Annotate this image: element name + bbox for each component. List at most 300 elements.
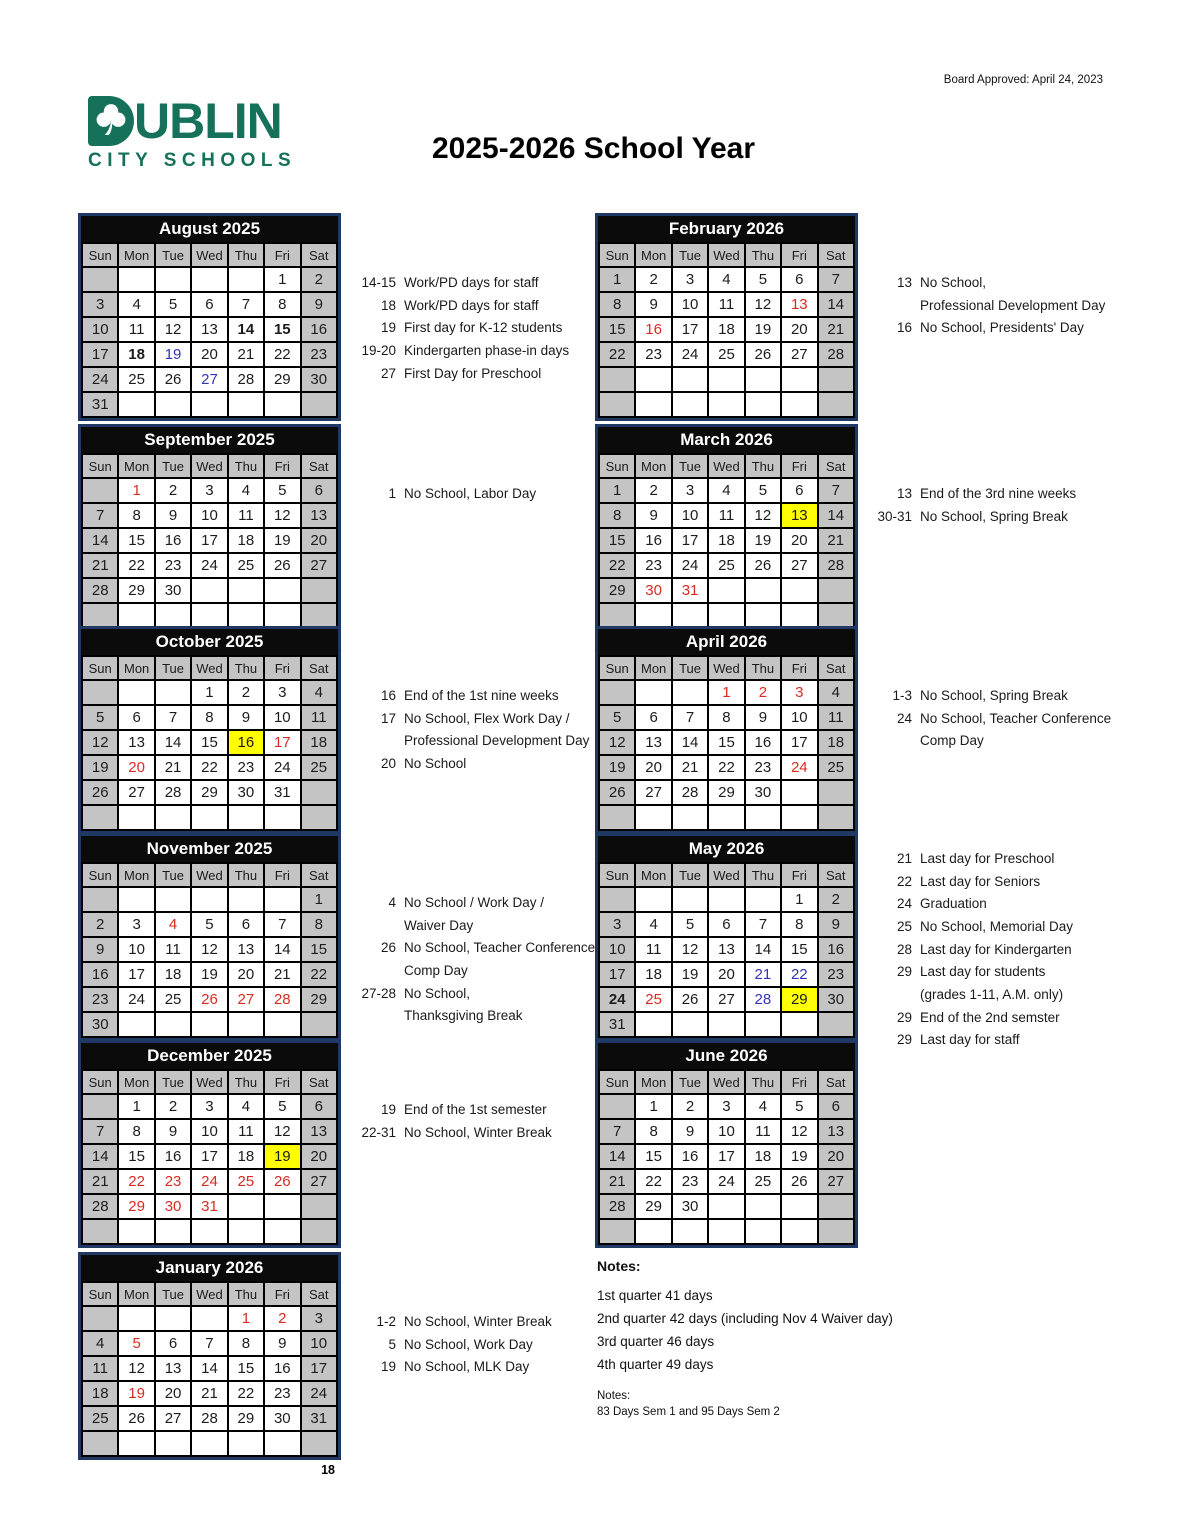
month-grid	[598, 242, 855, 418]
date-cell	[228, 578, 264, 603]
note-date: 28	[896, 941, 912, 957]
day-of-week-header: Thu	[228, 243, 264, 267]
month-calendar	[78, 1252, 341, 1477]
date-cell: 5	[781, 1094, 817, 1119]
date-cell: 25	[708, 342, 744, 367]
date-cell: 9	[672, 1119, 708, 1144]
note-line	[868, 505, 1076, 528]
note-text: No School, MLK Day	[404, 1359, 530, 1375]
date-cell: 29	[599, 578, 635, 603]
logo-name-text: UBLIN	[134, 93, 282, 149]
date-cell: 30	[264, 1406, 300, 1431]
date-cell: 9	[818, 912, 854, 937]
date-cell	[118, 680, 154, 705]
date-cell: 1	[118, 1094, 154, 1119]
school-days-count: 18	[321, 1463, 335, 1477]
month-notes	[352, 1098, 552, 1143]
date-cell: 17	[672, 317, 708, 342]
date-cell: 4	[228, 478, 264, 503]
date-cell: 17	[781, 730, 817, 755]
date-cell: 14	[191, 1356, 227, 1381]
day-of-week-header: Tue	[155, 1282, 191, 1306]
date-cell	[818, 1219, 854, 1244]
quarter-notes-lines	[597, 1284, 893, 1376]
day-of-week-header: Fri	[264, 656, 300, 680]
date-cell	[82, 1094, 118, 1119]
note-line	[352, 294, 569, 317]
date-cell: 3	[301, 1306, 337, 1331]
date-cell: 2	[228, 680, 264, 705]
month-calendar	[78, 626, 341, 851]
note-date: 24	[896, 710, 912, 726]
day-of-week-header: Sun	[599, 863, 635, 887]
date-cell: 13	[708, 937, 744, 962]
date-cell	[191, 887, 227, 912]
date-cell: 28	[82, 1194, 118, 1219]
date-cell: 9	[745, 705, 781, 730]
date-cell: 5	[82, 705, 118, 730]
date-cell: 25	[745, 1169, 781, 1194]
date-cell: 18	[708, 528, 744, 553]
month-calendar	[595, 833, 858, 1058]
date-cell: 3	[191, 478, 227, 503]
date-cell	[191, 1219, 227, 1244]
date-cell: 26	[672, 987, 708, 1012]
note-date: 19	[380, 1101, 396, 1117]
date-cell	[781, 1194, 817, 1219]
date-cell: 5	[599, 705, 635, 730]
date-cell: 15	[118, 528, 154, 553]
note-text: First Day for Preschool	[404, 365, 542, 381]
day-of-week-header: Sat	[301, 656, 337, 680]
date-cell	[301, 578, 337, 603]
date-cell: 21	[745, 962, 781, 987]
date-cell: 10	[82, 317, 118, 342]
date-cell: 21	[818, 317, 854, 342]
note-text: End of the 2nd semster	[920, 1009, 1060, 1025]
date-cell: 12	[745, 503, 781, 528]
date-cell: 27	[191, 367, 227, 392]
date-cell	[672, 805, 708, 830]
day-of-week-header: Thu	[228, 1070, 264, 1094]
date-cell: 19	[781, 1144, 817, 1169]
note-text: No School, Flex Work Day /	[404, 710, 570, 726]
month-title: September 2025	[81, 427, 338, 453]
day-of-week-header: Fri	[264, 863, 300, 887]
date-cell: 3	[191, 1094, 227, 1119]
date-cell	[264, 805, 300, 830]
day-of-week-header: Wed	[191, 1282, 227, 1306]
day-of-week-header: Sun	[82, 656, 118, 680]
date-cell: 8	[599, 503, 635, 528]
date-cell: 28	[599, 1194, 635, 1219]
note-date: 30-31	[877, 508, 912, 524]
date-cell: 10	[191, 503, 227, 528]
date-cell	[599, 805, 635, 830]
day-of-week-header: Wed	[708, 1070, 744, 1094]
date-cell	[118, 805, 154, 830]
date-cell: 14	[818, 503, 854, 528]
date-cell: 24	[301, 1381, 337, 1406]
date-cell: 14	[672, 730, 708, 755]
quarter-notes-heading: Notes:	[597, 1258, 641, 1274]
date-cell	[781, 392, 817, 417]
date-cell: 12	[82, 730, 118, 755]
date-cell	[745, 1194, 781, 1219]
date-cell: 6	[635, 705, 671, 730]
month-grid	[81, 655, 338, 831]
note-line	[352, 1333, 552, 1356]
note-text: Waiver Day	[404, 917, 474, 933]
date-cell	[818, 603, 854, 628]
note-date: 4	[388, 894, 396, 910]
date-cell	[228, 392, 264, 417]
note-date: 20	[380, 755, 396, 771]
note-date: 16	[896, 320, 912, 336]
note-date: 29	[896, 964, 912, 980]
date-cell	[818, 392, 854, 417]
note-line	[352, 1004, 595, 1027]
date-cell: 27	[708, 987, 744, 1012]
day-of-week-header: Sat	[301, 1070, 337, 1094]
date-cell: 16	[228, 730, 264, 755]
date-cell: 15	[228, 1356, 264, 1381]
date-cell: 9	[301, 292, 337, 317]
month-calendar	[78, 1040, 341, 1265]
date-cell: 5	[264, 1094, 300, 1119]
note-text: No School, Spring Break	[920, 508, 1068, 524]
date-cell: 13	[301, 503, 337, 528]
date-cell: 14	[155, 730, 191, 755]
note-line	[868, 1029, 1073, 1052]
date-cell: 27	[155, 1406, 191, 1431]
date-cell: 20	[301, 1144, 337, 1169]
date-cell: 9	[82, 937, 118, 962]
month-grid	[81, 242, 338, 418]
date-cell	[708, 392, 744, 417]
date-cell: 22	[781, 962, 817, 987]
month-notes	[352, 891, 595, 1027]
date-cell	[228, 805, 264, 830]
date-cell	[635, 603, 671, 628]
date-cell: 7	[818, 267, 854, 292]
date-cell: 6	[301, 478, 337, 503]
day-of-week-header: Thu	[745, 1070, 781, 1094]
month-calendar	[595, 626, 858, 851]
month-grid	[81, 453, 338, 629]
date-cell: 7	[228, 292, 264, 317]
date-cell: 29	[635, 1194, 671, 1219]
date-cell: 20	[781, 317, 817, 342]
note-line	[352, 936, 595, 959]
date-cell: 26	[82, 780, 118, 805]
date-cell: 19	[191, 962, 227, 987]
note-date: 27	[380, 365, 396, 381]
day-of-week-header: Thu	[745, 454, 781, 478]
note-text: Last day for students	[920, 964, 1046, 980]
note-date: 19-20	[361, 342, 396, 358]
date-cell: 19	[745, 317, 781, 342]
date-cell: 4	[228, 1094, 264, 1119]
date-cell: 1	[599, 267, 635, 292]
note-line	[352, 914, 595, 937]
month-calendar	[595, 424, 858, 649]
date-cell: 7	[599, 1119, 635, 1144]
date-cell: 23	[228, 755, 264, 780]
date-cell	[708, 367, 744, 392]
date-cell: 5	[264, 478, 300, 503]
date-cell	[191, 1306, 227, 1331]
day-of-week-header: Wed	[708, 863, 744, 887]
date-cell: 28	[818, 553, 854, 578]
date-cell: 20	[635, 755, 671, 780]
month-grid	[81, 1281, 338, 1457]
date-cell: 4	[82, 1331, 118, 1356]
date-cell	[818, 805, 854, 830]
day-of-week-header: Thu	[745, 656, 781, 680]
day-of-week-header: Wed	[708, 656, 744, 680]
note-line	[352, 271, 569, 294]
date-cell	[155, 1012, 191, 1037]
date-cell: 18	[155, 962, 191, 987]
date-cell: 15	[599, 317, 635, 342]
note-text: No School	[404, 755, 467, 771]
note-text: Comp Day	[404, 962, 468, 978]
date-cell: 23	[745, 755, 781, 780]
date-cell: 2	[155, 1094, 191, 1119]
day-of-week-header: Mon	[118, 863, 154, 887]
day-of-week-header: Tue	[672, 1070, 708, 1094]
date-cell	[228, 1012, 264, 1037]
day-of-week-header: Wed	[191, 1070, 227, 1094]
day-of-week-header: Fri	[781, 243, 817, 267]
day-of-week-header: Wed	[708, 454, 744, 478]
date-cell: 28	[155, 780, 191, 805]
note-line	[352, 1310, 552, 1333]
day-of-week-header: Mon	[635, 1070, 671, 1094]
date-cell: 3	[672, 478, 708, 503]
day-of-week-header: Tue	[672, 454, 708, 478]
note-line	[352, 959, 595, 982]
day-of-week-header: Thu	[745, 243, 781, 267]
date-cell	[599, 1219, 635, 1244]
date-cell: 15	[301, 937, 337, 962]
date-cell: 28	[672, 780, 708, 805]
date-cell: 18	[301, 730, 337, 755]
day-of-week-header: Sat	[818, 656, 854, 680]
date-cell: 10	[781, 705, 817, 730]
date-cell	[191, 578, 227, 603]
date-cell	[82, 603, 118, 628]
date-cell: 26	[191, 987, 227, 1012]
date-cell	[228, 1194, 264, 1219]
date-cell	[191, 1012, 227, 1037]
month-notes	[868, 482, 1076, 527]
date-cell	[264, 1219, 300, 1244]
note-line	[352, 752, 589, 775]
note-date: 14-15	[361, 274, 396, 290]
date-cell: 1	[301, 887, 337, 912]
day-of-week-header: Tue	[155, 863, 191, 887]
date-cell: 21	[818, 528, 854, 553]
date-cell: 4	[818, 680, 854, 705]
date-cell: 3	[708, 1094, 744, 1119]
note-date: 13	[896, 485, 912, 501]
date-cell	[672, 603, 708, 628]
note-text: No School, Spring Break	[920, 687, 1068, 703]
date-cell: 15	[781, 937, 817, 962]
date-cell: 4	[155, 912, 191, 937]
note-date: 1-2	[376, 1313, 396, 1329]
note-text: No School, Work Day	[404, 1336, 533, 1352]
date-cell: 17	[672, 528, 708, 553]
day-of-week-header: Thu	[228, 454, 264, 478]
date-cell	[635, 392, 671, 417]
note-line	[868, 729, 1111, 752]
note-line	[868, 847, 1073, 870]
date-cell: 20	[118, 755, 154, 780]
month-calendar	[595, 1040, 858, 1248]
date-cell: 6	[155, 1331, 191, 1356]
date-cell: 22	[191, 755, 227, 780]
note-date: 22-31	[361, 1124, 396, 1140]
date-cell: 23	[672, 1169, 708, 1194]
date-cell	[228, 603, 264, 628]
date-cell: 23	[635, 553, 671, 578]
date-cell: 3	[82, 292, 118, 317]
note-date: 19	[380, 320, 396, 336]
month-notes	[352, 482, 536, 505]
date-cell: 28	[818, 342, 854, 367]
date-cell: 13	[818, 1119, 854, 1144]
day-of-week-header: Tue	[155, 243, 191, 267]
day-of-week-header: Fri	[264, 1282, 300, 1306]
date-cell	[781, 367, 817, 392]
date-cell: 6	[781, 267, 817, 292]
quarter-note-line: 4th quarter 49 days	[597, 1357, 714, 1372]
date-cell: 13	[781, 292, 817, 317]
date-cell: 25	[82, 1406, 118, 1431]
date-cell: 7	[745, 912, 781, 937]
day-of-week-header: Sat	[301, 243, 337, 267]
date-cell: 18	[82, 1381, 118, 1406]
date-cell: 11	[818, 705, 854, 730]
date-cell: 3	[672, 267, 708, 292]
date-cell: 1	[635, 1094, 671, 1119]
date-cell: 25	[228, 553, 264, 578]
date-cell: 10	[301, 1331, 337, 1356]
date-cell	[599, 392, 635, 417]
date-cell: 13	[781, 503, 817, 528]
day-of-week-header: Wed	[191, 863, 227, 887]
date-cell: 24	[264, 755, 300, 780]
day-of-week-header: Sat	[818, 243, 854, 267]
day-of-week-header: Tue	[672, 243, 708, 267]
date-cell: 11	[228, 503, 264, 528]
date-cell	[228, 1431, 264, 1456]
day-of-week-header: Mon	[118, 1070, 154, 1094]
date-cell: 21	[155, 755, 191, 780]
date-cell: 14	[745, 937, 781, 962]
day-of-week-header: Fri	[781, 454, 817, 478]
date-cell: 1	[708, 680, 744, 705]
day-of-week-header: Sat	[818, 863, 854, 887]
month-notes	[868, 684, 1111, 752]
date-cell: 17	[191, 1144, 227, 1169]
note-text: No School, Teacher Conference	[920, 710, 1112, 726]
day-of-week-header: Mon	[118, 454, 154, 478]
date-cell: 2	[745, 680, 781, 705]
note-text: (grades 1-11, A.M. only)	[920, 986, 1064, 1002]
date-cell: 28	[82, 578, 118, 603]
date-cell: 6	[708, 912, 744, 937]
date-cell: 14	[82, 528, 118, 553]
logo-tagline: CITY SCHOOLS	[88, 150, 297, 171]
date-cell: 11	[708, 503, 744, 528]
note-line	[352, 729, 589, 752]
date-cell	[191, 805, 227, 830]
date-cell: 26	[745, 342, 781, 367]
month-notes	[352, 684, 589, 775]
note-text: End of the 1st nine weeks	[404, 687, 559, 703]
note-line	[352, 684, 589, 707]
date-cell: 1	[118, 478, 154, 503]
note-date: 19	[380, 1359, 396, 1375]
date-cell: 24	[781, 755, 817, 780]
date-cell: 31	[301, 1406, 337, 1431]
day-of-week-header: Sat	[301, 1282, 337, 1306]
date-cell	[118, 1012, 154, 1037]
date-cell	[745, 1219, 781, 1244]
date-cell: 27	[118, 780, 154, 805]
date-cell: 16	[635, 317, 671, 342]
date-cell	[745, 578, 781, 603]
date-cell: 26	[155, 367, 191, 392]
date-cell	[599, 887, 635, 912]
date-cell: 16	[745, 730, 781, 755]
date-cell: 13	[191, 317, 227, 342]
date-cell	[672, 392, 708, 417]
date-cell: 23	[264, 1381, 300, 1406]
date-cell: 24	[191, 1169, 227, 1194]
note-date: 26	[380, 940, 396, 956]
date-cell	[191, 1431, 227, 1456]
date-cell: 10	[264, 705, 300, 730]
date-cell: 16	[301, 317, 337, 342]
month-notes	[868, 847, 1073, 1051]
date-cell	[672, 680, 708, 705]
day-of-week-header: Tue	[672, 863, 708, 887]
note-text: Last day for Preschool	[920, 850, 1055, 866]
date-cell: 12	[264, 503, 300, 528]
date-cell: 29	[118, 578, 154, 603]
day-of-week-header: Wed	[708, 243, 744, 267]
date-cell: 8	[264, 292, 300, 317]
date-cell	[635, 887, 671, 912]
date-cell: 14	[599, 1144, 635, 1169]
date-cell: 29	[301, 987, 337, 1012]
date-cell: 13	[635, 730, 671, 755]
date-cell: 20	[228, 962, 264, 987]
date-cell: 21	[82, 553, 118, 578]
date-cell	[118, 392, 154, 417]
date-cell: 26	[264, 1169, 300, 1194]
day-of-week-header: Mon	[635, 243, 671, 267]
date-cell	[635, 367, 671, 392]
date-cell: 30	[818, 987, 854, 1012]
note-line	[352, 1098, 552, 1121]
date-cell: 20	[191, 342, 227, 367]
